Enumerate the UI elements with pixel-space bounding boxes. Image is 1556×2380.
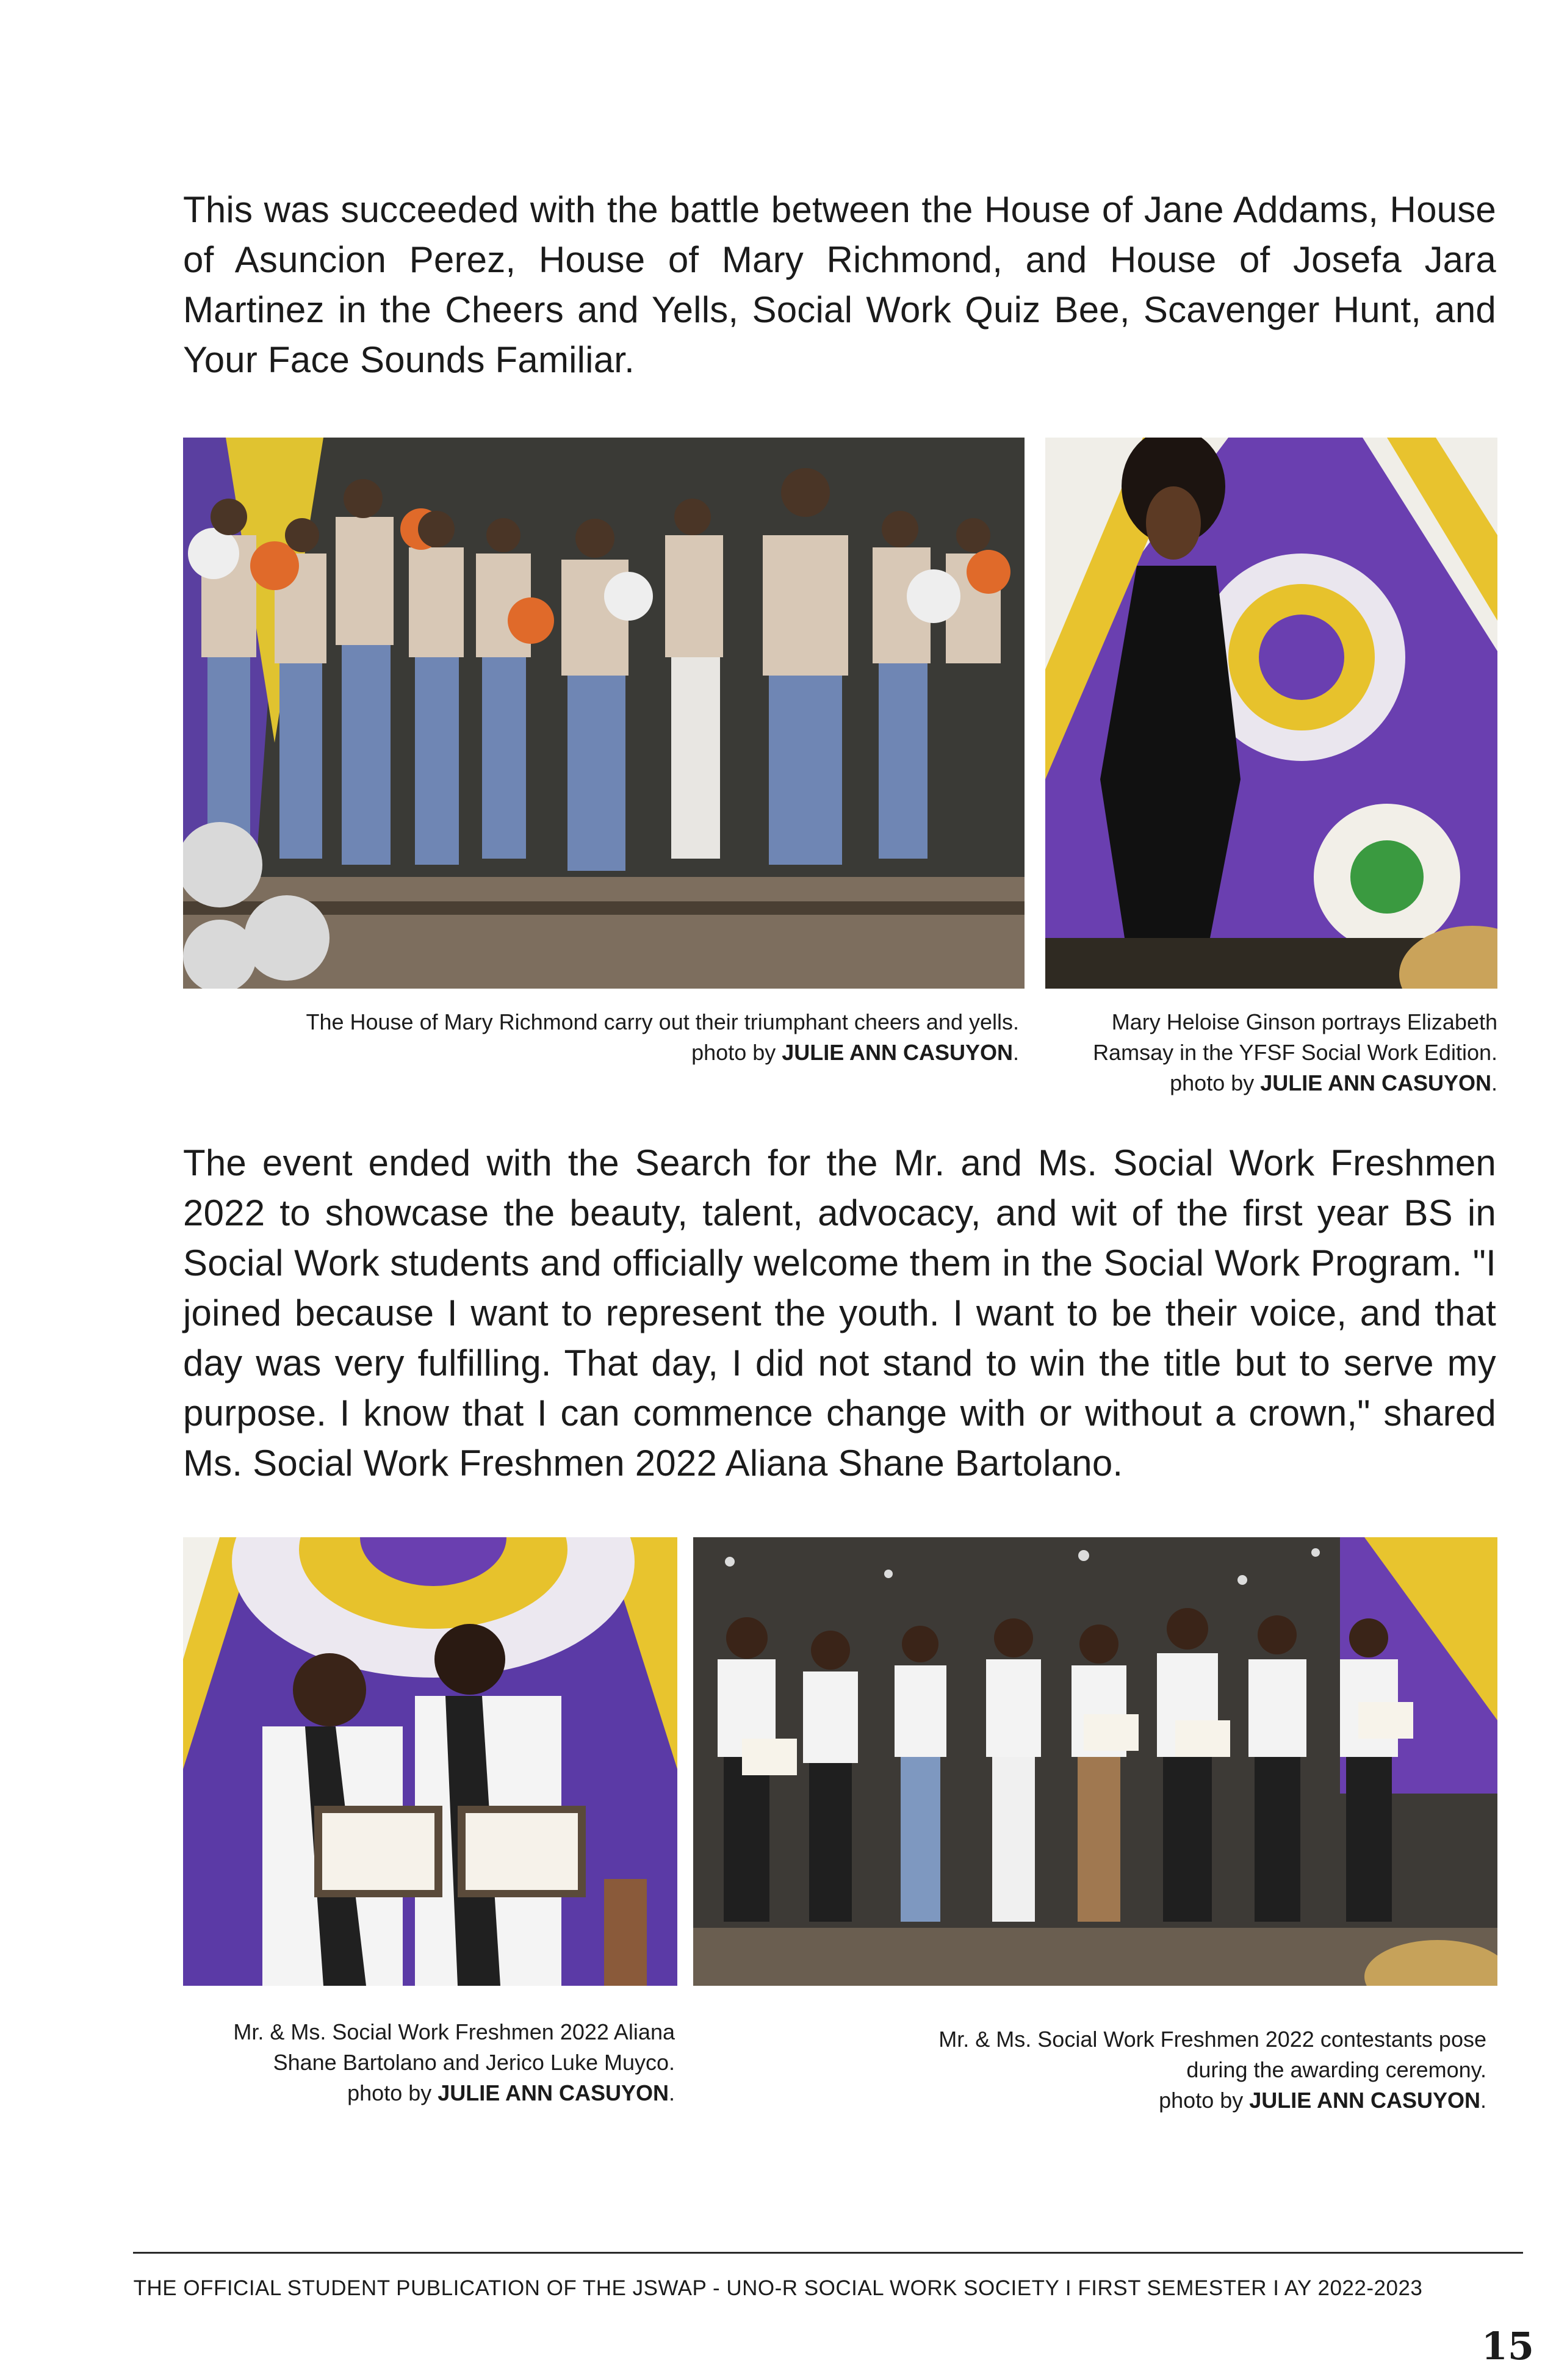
caption-text: Mr. & Ms. Social Work Freshmen 2022 contestants pose during the awarding ceremony. bbox=[938, 2027, 1486, 2082]
photo-caption bbox=[175, 2017, 675, 2108]
credit-name: JULIE ANN CASUYON bbox=[438, 2080, 669, 2105]
caption-text: Mary Heloise Ginson portrays Elizabeth Ramsay in the YFSF Social Work Edition. bbox=[1093, 1009, 1497, 1065]
caption-text: The House of Mary Richmond carry out their triumphant cheers and yells. bbox=[306, 1009, 1019, 1034]
caption-text: Mr. & Ms. Social Work Freshmen 2022 Aliana Shane Bartolano and Jerico Luke Muyco. bbox=[233, 2019, 675, 2075]
credit-suffix: . bbox=[1480, 2088, 1486, 2113]
photo-caption bbox=[214, 1007, 1019, 1068]
credit-prefix: photo by bbox=[691, 1040, 776, 1065]
credit-suffix: . bbox=[1491, 1070, 1497, 1095]
footer-divider bbox=[133, 2252, 1523, 2254]
credit-prefix: photo by bbox=[1159, 2088, 1244, 2113]
photo-winners bbox=[183, 1537, 677, 1986]
photo-caption bbox=[876, 2024, 1486, 2116]
credit-prefix: photo by bbox=[1170, 1070, 1255, 1095]
photo-cheers-and-yells bbox=[183, 438, 1025, 989]
footer-publication-line: THE OFFICIAL STUDENT PUBLICATION OF THE JSWAP - UNO-R SOCIAL WORK SOCIETY I FIRST SEMESTER I AY 2022-2023 bbox=[133, 2276, 1423, 2300]
photo-caption bbox=[1034, 1007, 1497, 1098]
credit-name: JULIE ANN CASUYON bbox=[1249, 2088, 1480, 2113]
credit-name: JULIE ANN CASUYON bbox=[1260, 1070, 1491, 1095]
credit-prefix: photo by bbox=[347, 2080, 432, 2105]
page-number: 15 bbox=[1481, 2324, 1534, 2368]
body-paragraph: The event ended with the Search for the Mr. and Ms. Social Work Freshmen 2022 to showcase the beauty, talent, advocacy, and wit of the first year BS in Social Work students and officially welcome them in the Social Work Program. "I joined because I want to represent the youth. I want to be their voice, and that day was very fulfilling. That day, I did not stand to win the title but to serve my purpose. I know that I can commence change with or without a crown," shared Ms. Social Work Freshmen 2022 Aliana Shane Bartolano. bbox=[183, 1142, 1496, 1484]
credit-suffix: . bbox=[668, 2080, 675, 2105]
credit-name: JULIE ANN CASUYON bbox=[782, 1040, 1013, 1065]
body-paragraph: This was succeeded with the battle between the House of Jane Addams, House of Asuncion Perez, House of Mary Richmond, and House of Josefa Jara Martinez in the Cheers and Yells, Social Work Quiz Bee, Scavenger Hunt, and Your Face Sounds Familiar. bbox=[183, 189, 1496, 380]
credit-suffix: . bbox=[1012, 1040, 1019, 1065]
photo-contestants bbox=[693, 1537, 1497, 1986]
photo-yfsf-performer bbox=[1045, 438, 1497, 989]
